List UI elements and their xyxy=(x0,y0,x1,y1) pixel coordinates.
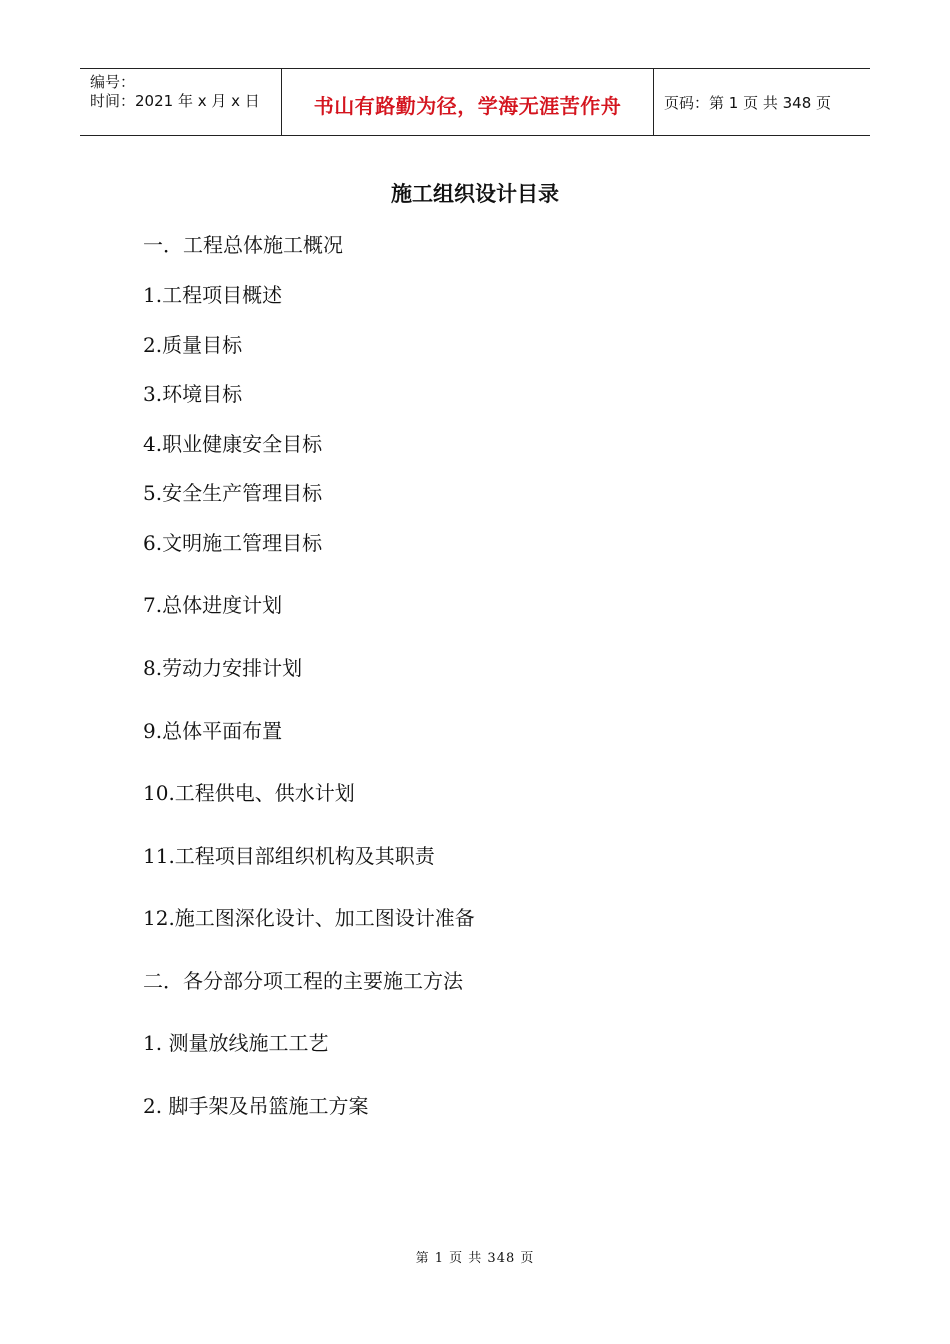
header-motto-cell xyxy=(282,69,654,135)
toc-item: 8.劳动力安排计划 xyxy=(143,656,303,680)
toc-item: 3.环境目标 xyxy=(143,382,243,406)
header-meta-cell xyxy=(80,69,282,135)
toc-item: 11.工程项目部组织机构及其职责 xyxy=(143,844,435,868)
toc-item: 1. 测量放线施工工艺 xyxy=(143,1031,329,1055)
footer-page-number: 第 1 页 共 348 页 xyxy=(415,1251,535,1266)
toc-item: 2.质量目标 xyxy=(143,333,243,357)
header-motto: 书山有路勤为径，学海无涯苦作舟 xyxy=(313,93,622,118)
document-title: 施工组织设计目录 xyxy=(391,182,559,206)
toc-item: 10.工程供电、供水计划 xyxy=(143,781,355,805)
toc-item: 2. 脚手架及吊篮施工方案 xyxy=(143,1094,369,1118)
toc-item: 9.总体平面布置 xyxy=(143,719,283,743)
toc-item: 二．各分部分项工程的主要施工方法 xyxy=(143,969,463,993)
header-table xyxy=(80,68,870,136)
header-page-cell xyxy=(654,69,870,135)
document-date: 时间：2021 年 x 月 x 日 xyxy=(90,92,260,110)
toc-item: 12.施工图深化设计、加工图设计准备 xyxy=(143,906,475,930)
header-page-info: 页码：第 1 页 共 348 页 xyxy=(664,93,832,112)
document-number-label: 编号： xyxy=(90,73,136,91)
toc-item: 1.工程项目概述 xyxy=(143,283,283,307)
toc-item: 7.总体进度计划 xyxy=(143,593,283,617)
toc-item: 5.安全生产管理目标 xyxy=(143,481,323,505)
toc-item: 一．工程总体施工概况 xyxy=(143,233,343,257)
toc-item: 6.文明施工管理目标 xyxy=(143,531,323,555)
toc-item: 4.职业健康安全目标 xyxy=(143,432,323,456)
